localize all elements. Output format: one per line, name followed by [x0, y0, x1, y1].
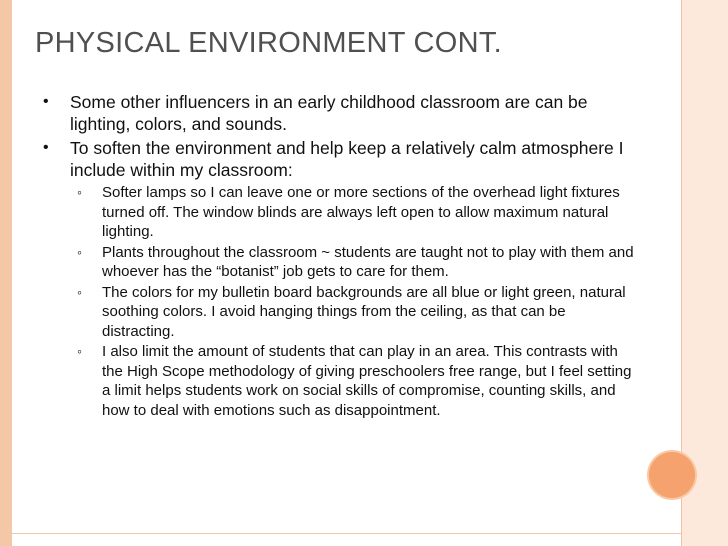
left-border-strip [0, 0, 12, 546]
sub-bullet-text: Softer lamps so I can leave one or more sections of the overhead light fixtures turned off. The window blinds are always left open to allow maximum natural lighting. [102, 184, 620, 240]
sub-bullet-item [77, 342, 635, 420]
bullet-dot-icon: • [43, 93, 49, 110]
bottom-rule [12, 533, 681, 534]
bullet-text: To soften the environment and help keep a relatively calm atmosphere I include within my classroom: [70, 138, 624, 180]
bullet-text: Some other influencers in an early childhood classroom are can be lighting, colors, and sounds. [70, 92, 588, 134]
slide-content [35, 91, 635, 421]
sub-bullet-circle-icon: ◦ [77, 243, 82, 260]
sub-bullet-circle-icon: ◦ [77, 283, 82, 300]
sub-bullet-text: Plants throughout the classroom ~ students are taught not to play with them and whoever has the “botanist” job gets to care for them. [102, 243, 634, 280]
bullet-dot-icon: • [43, 139, 49, 156]
slide-title: PHYSICAL ENVIRONMENT CONT. [35, 27, 503, 59]
sub-bullet-text: I also limit the amount of students that can play in an area. This contrasts with the High Scope methodology of giving preschoolers free range, but I feel setting a limit helps students work on social skills of compromise, counting skills, and how to deal with emotions such as disappointment. [102, 343, 632, 419]
sub-bullet-circle-icon: ◦ [77, 343, 82, 359]
bullet-item [35, 137, 635, 181]
sub-bullet-circle-icon: ◦ [77, 184, 82, 200]
sub-bullet-text: The colors for my bulletin board backgrounds are all blue or light green, natural soothing colors. I avoid hanging things from the ceiling, as that can be distracting. [102, 283, 626, 340]
sub-bullet-item [77, 283, 635, 342]
decorative-circle [649, 452, 695, 498]
bullet-item [35, 91, 635, 135]
sub-bullet-item [77, 183, 635, 242]
sub-bullet-item [77, 243, 635, 282]
